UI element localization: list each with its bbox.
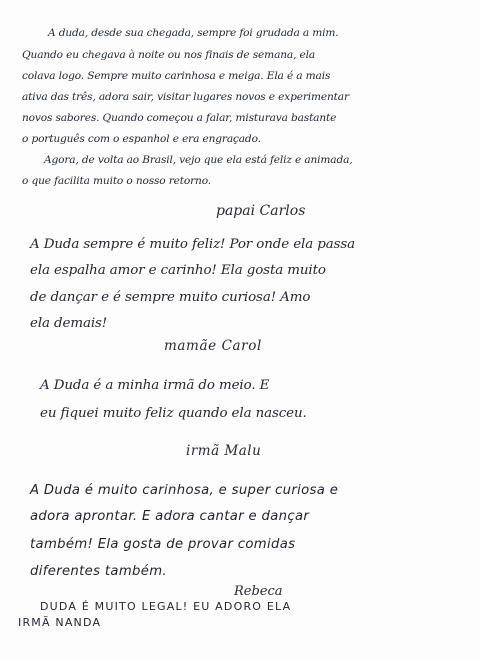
mother-line: A Duda sempre é muito feliz! Por onde ela passa [30, 237, 356, 252]
nanda-line: IRMÃ NANDA [18, 616, 102, 629]
mother-line: ela demais! [30, 316, 108, 331]
rebeca-line: A Duda é muito carinhosa, e super curiosa e [30, 483, 339, 498]
father-line: ativa das três, adora sair, visitar lugares novos e experimentar [22, 91, 349, 103]
father-line: o que facilita muito o nosso retorno. [22, 175, 211, 187]
father-line: Quando eu chegava à noite ou nos finais de semana, ela [22, 49, 316, 61]
father-line: Agora, de volta ao Brasil, vejo que ela está feliz e animada, [44, 154, 353, 166]
rebeca-line: diferentes também. [30, 564, 167, 579]
nanda-line: DUDA É MUITO LEGAL! EU ADORO ELA [40, 600, 292, 613]
father-signature: papai Carlos [216, 203, 306, 219]
rebeca-signature: Rebeca [234, 584, 283, 599]
malu-line: eu fiquei muito feliz quando ela nasceu. [40, 406, 307, 421]
mother-signature: mamãe Carol [164, 338, 262, 354]
rebeca-line: também! Ela gosta de provar comidas [30, 537, 296, 552]
rebeca-line: adora aprontar. E adora cantar e dançar [30, 509, 310, 524]
mother-line: de dançar e é sempre muito curiosa! Amo [30, 290, 311, 305]
father-line: novos sabores. Quando começou a falar, misturava bastante [22, 112, 337, 124]
malu-signature: irmã Malu [186, 443, 262, 459]
malu-line: A Duda é a minha irmã do meio. E [40, 378, 270, 393]
father-line: colava logo. Sempre muito carinhosa e meiga. Ela é a mais [22, 70, 331, 82]
mother-line: ela espalha amor e carinho! Ela gosta muito [30, 263, 326, 278]
father-line: A duda, desde sua chegada, sempre foi grudada a mim. [48, 27, 339, 39]
father-line: o português com o espanhol e era engraçado. [22, 133, 261, 145]
